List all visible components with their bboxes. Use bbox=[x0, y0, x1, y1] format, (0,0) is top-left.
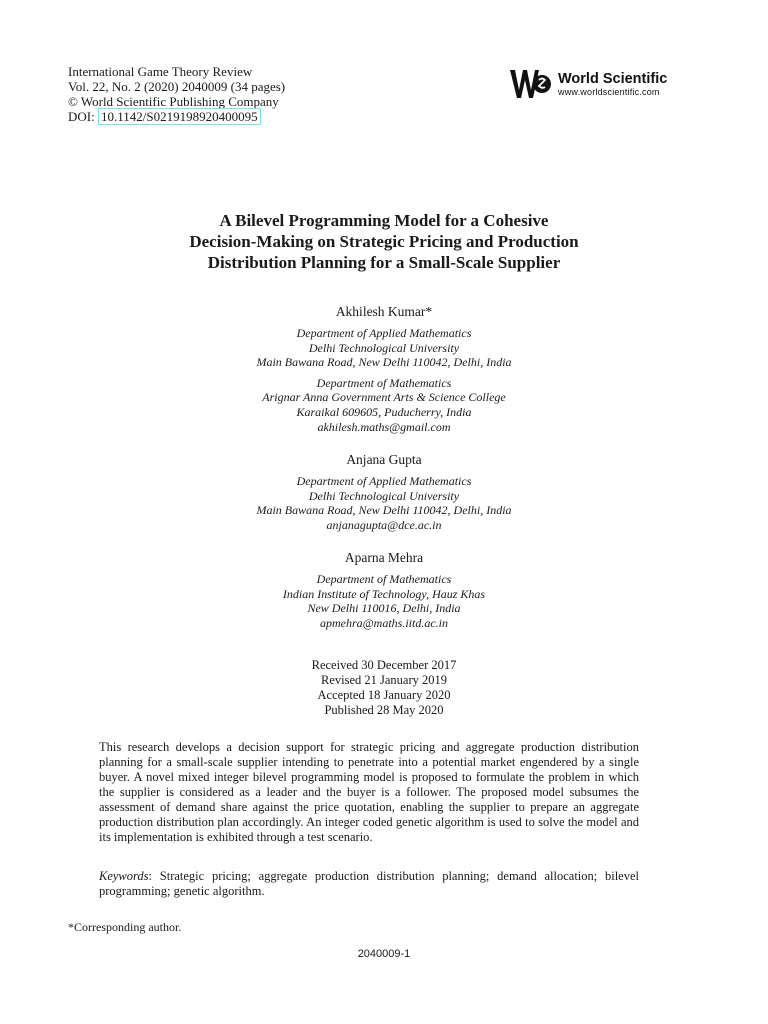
paper-title bbox=[0, 210, 768, 273]
author-email: anjanagupta@dce.ac.in bbox=[326, 517, 442, 532]
doi-link[interactable]: 10.1142/S0219198920400095 bbox=[98, 108, 261, 125]
affiliation-line: Arignar Anna Government Arts & Science College bbox=[262, 390, 506, 405]
corresponding-author-footnote: *Corresponding author. bbox=[68, 920, 182, 934]
title-line: Decision-Making on Strategic Pricing and Production bbox=[189, 232, 579, 251]
affiliation-line: Department of Applied Mathematics bbox=[296, 326, 472, 340]
affiliation-line: Main Bawana Road, New Delhi 110042, Delhi, India bbox=[256, 355, 512, 370]
date-accepted: Accepted 18 January 2020 bbox=[317, 688, 451, 702]
publisher-logo bbox=[508, 66, 667, 102]
author-name: Anjana Gupta bbox=[346, 452, 422, 467]
date-received: Received 30 December 2017 bbox=[311, 658, 457, 672]
author-block-kumar bbox=[0, 303, 768, 434]
journal-name: International Game Theory Review bbox=[68, 64, 253, 79]
doi-label: DOI: bbox=[68, 109, 98, 124]
author-name: Aparna Mehra bbox=[344, 550, 424, 565]
keywords-text: : Strategic pricing; aggregate production distribution planning; demand allocation; bilevel programming; genetic algorithm. bbox=[99, 869, 639, 898]
affiliation-line: Main Bawana Road, New Delhi 110042, Delhi, India bbox=[256, 503, 512, 518]
author-email: apmehra@maths.iitd.ac.in bbox=[319, 615, 449, 630]
journal-doi-line bbox=[68, 109, 285, 124]
affiliation-line: Indian Institute of Technology, Hauz Khas bbox=[282, 586, 486, 601]
affiliation-line: Department of Mathematics bbox=[316, 572, 452, 586]
world-scientific-logo-icon bbox=[508, 66, 552, 102]
affiliation-line: Delhi Technological University bbox=[308, 340, 460, 355]
title-line: A Bilevel Programming Model for a Cohesive bbox=[219, 211, 549, 230]
date-revised: Revised 21 January 2019 bbox=[320, 673, 448, 687]
affiliation-line: New Delhi 110016, Delhi, India bbox=[307, 601, 461, 616]
author-block-mehra bbox=[0, 549, 768, 630]
page-number: 2040009-1 bbox=[357, 948, 411, 960]
affiliation-line: Department of Applied Mathematics bbox=[296, 474, 472, 488]
abstract: This research develops a decision support for strategic pricing and aggregate production distribution planning for a small-scale supplier intending to penetrate into a potential market engendered by a single buyer. A novel mixed integer bilevel programming model is proposed to formulate the problem in which the supplier is considered as a leader and the buyer is a follower. The proposed model subsumes the assessment of demand share against the price quotation, enabling the supplier to prepare an aggregate production distribution plan accordingly. An integer coded genetic algorithm is used to solve the model and its implementation is exhibited through a test scenario. bbox=[99, 740, 639, 844]
author-name: Akhilesh Kumar* bbox=[335, 304, 433, 319]
logo-brand: World Scientific bbox=[558, 71, 668, 87]
author-email: akhilesh.maths@gmail.com bbox=[317, 419, 451, 434]
journal-volume: Vol. 22, No. 2 (2020) 2040009 (34 pages) bbox=[68, 79, 286, 94]
affiliation-line: Karaikal 609605, Puducherry, India bbox=[296, 404, 472, 419]
author-block-gupta bbox=[0, 451, 768, 532]
keywords-label: Keywords bbox=[99, 869, 149, 883]
keywords bbox=[99, 869, 639, 899]
date-published: Published 28 May 2020 bbox=[324, 703, 444, 717]
affiliation-line: Department of Mathematics bbox=[316, 375, 452, 390]
affiliation-line: Delhi Technological University bbox=[308, 488, 460, 503]
journal-copyright: © World Scientific Publishing Company bbox=[68, 94, 279, 109]
publication-dates bbox=[0, 658, 768, 718]
logo-url: www.worldscientific.com bbox=[558, 87, 660, 97]
title-line: Distribution Planning for a Small-Scale Supplier bbox=[207, 253, 561, 272]
journal-info bbox=[68, 64, 285, 124]
